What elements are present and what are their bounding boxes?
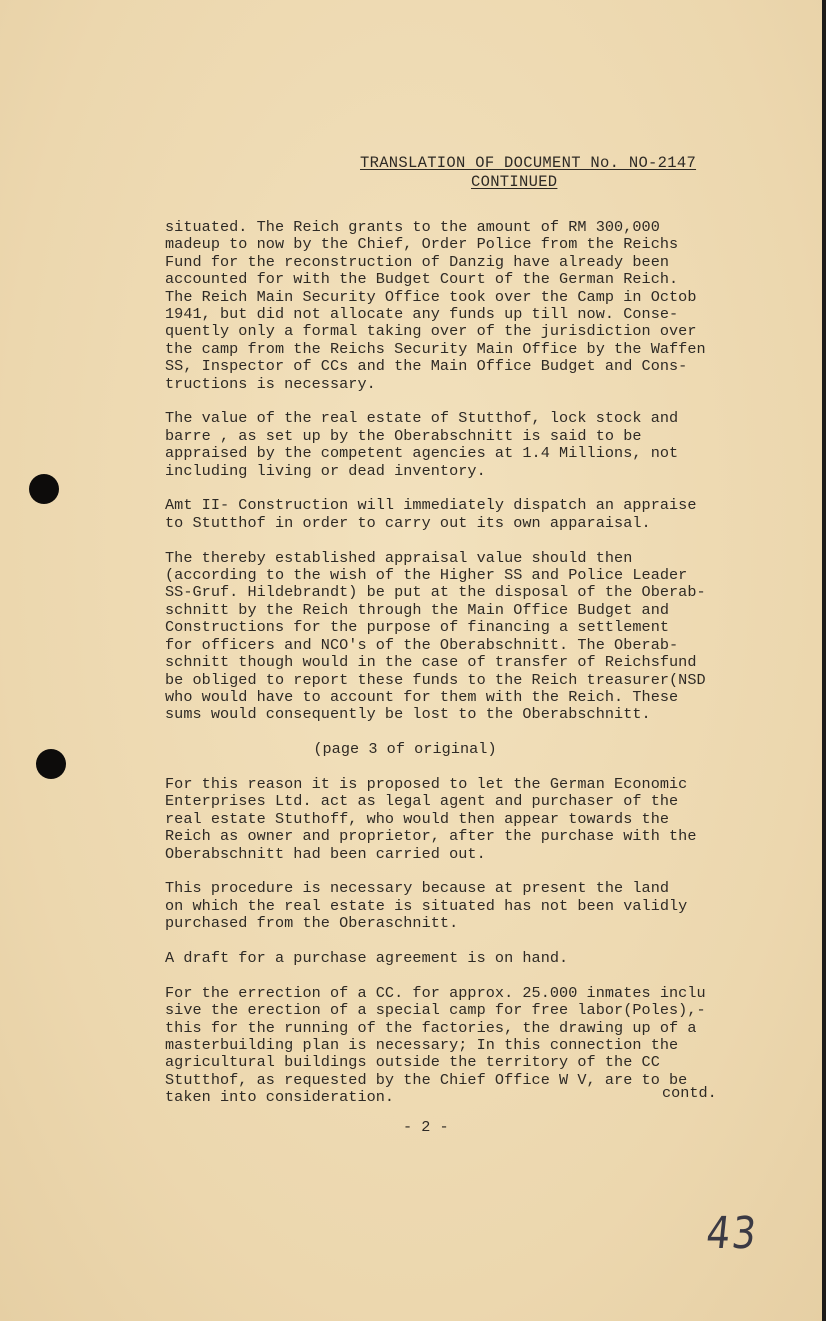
text-line: SS-Gruf. Hildebrandt) be put at the disposal of the Oberab- [165,583,706,602]
text-line: Fund for the reconstruction of Danzig have already been [165,252,670,271]
text-line: quently only a formal taking over of the jurisdiction over [165,322,697,341]
text-line: madeup to now by the Chief, Order Police from the Reichs [165,235,679,254]
handwritten-page-number: 43 [703,1208,761,1259]
text-line: masterbuilding plan is necessary; In this connection the [165,1035,679,1054]
paragraph-6 [165,880,765,932]
punch-hole-lower [36,749,66,779]
document-body [165,219,765,1124]
text-line: The value of the real estate of Stutthof, lock stock and [165,409,679,428]
text-line: A draft for a purchase agreement is on hand. [165,948,569,967]
text-line: Constructions for the purpose of financing a settlement [165,618,670,637]
text-line: barre , as set up by the Oberabschnitt is said to be [165,426,642,445]
text-line: the camp from the Reichs Security Main Office by the Waffen [165,339,706,358]
paragraph-7 [165,950,765,967]
text-line: SS, Inspector of CCs and the Main Office Budget and Cons- [165,357,688,376]
text-line: accounted for with the Budget Court of the German Reich. [165,270,679,289]
text-line: on which the real estate is situated has not been validly [165,896,688,915]
text-line: be obliged to report these funds to the Reich treasurer(NSD [165,670,706,689]
text-line: The thereby established appraisal value should then [165,548,633,567]
text-line: appraised by the competent agencies at 1.4 Millions, not [165,444,679,463]
text-line: to Stutthof in order to carry out its own apparaisal. [165,513,651,532]
text-line: (according to the wish of the Higher SS and Police Leader [165,566,688,585]
text-line: Amt II- Construction will immediately dispatch an appraise [165,496,697,515]
text-line: tructions is necessary. [165,374,376,393]
text-line: for officers and NCO's of the Oberabschnitt. The Oberab- [165,635,679,654]
scan-edge [822,0,826,1321]
text-line: Enterprises Ltd. act as legal agent and purchaser of the [165,792,679,811]
punch-hole-upper [29,474,59,504]
text-line: purchased from the Oberaschnitt. [165,914,459,933]
page-number: - 2 - [403,1118,449,1136]
paragraph-5 [165,776,765,863]
text-line: this for the running of the factories, the drawing up of a [165,1018,697,1037]
text-line: For this reason it is proposed to let the German Economic [165,774,688,793]
text-line: Oberabschnitt had been carried out. [165,844,486,863]
text-line: This procedure is necessary because at present the land [165,879,670,898]
text-line: sums would consequently be lost to the Oberabschnitt. [165,705,651,724]
header-title: TRANSLATION OF DOCUMENT No. NO-2147 [360,154,697,172]
text-line: The Reich Main Security Office took over the Camp in Octob [165,287,697,306]
text-line: Reich as owner and proprietor, after the purchase with the [165,827,697,846]
page-of-original-note: (page 3 of original) [313,740,497,759]
continued-note: contd. [662,1084,717,1102]
text-line: schnitt by the Reich through the Main Office Budget and [165,600,670,619]
text-line: taken into consideration. [165,1088,395,1107]
text-line: For the errection of a CC. for approx. 25.000 inmates inclu [165,983,706,1002]
paragraph-4 [165,550,765,724]
text-line: real estate Stuthoff, who would then appear towards the [165,809,670,828]
text-line: agricultural buildings outside the territory of the CC [165,1053,660,1072]
header-continued: CONTINUED [471,173,558,191]
text-line: who would have to account for them with the Reich. These [165,687,679,706]
text-line: situated. The Reich grants to the amount of RM 300,000 [165,218,660,236]
text-line: sive the erection of a special camp for free labor(Poles),- [165,1001,706,1020]
text-line: schnitt though would in the case of transfer of Reichsfund [165,653,697,672]
paragraph-3 [165,497,765,532]
text-line: Stutthof, as requested by the Chief Office W V, are to be [165,1070,688,1089]
text-line: 1941, but did not allocate any funds up till now. Conse- [165,305,679,324]
text-line: including living or dead inventory. [165,461,486,480]
paragraph-2 [165,410,765,480]
paragraph-1 [165,219,765,393]
document-header [360,154,720,192]
